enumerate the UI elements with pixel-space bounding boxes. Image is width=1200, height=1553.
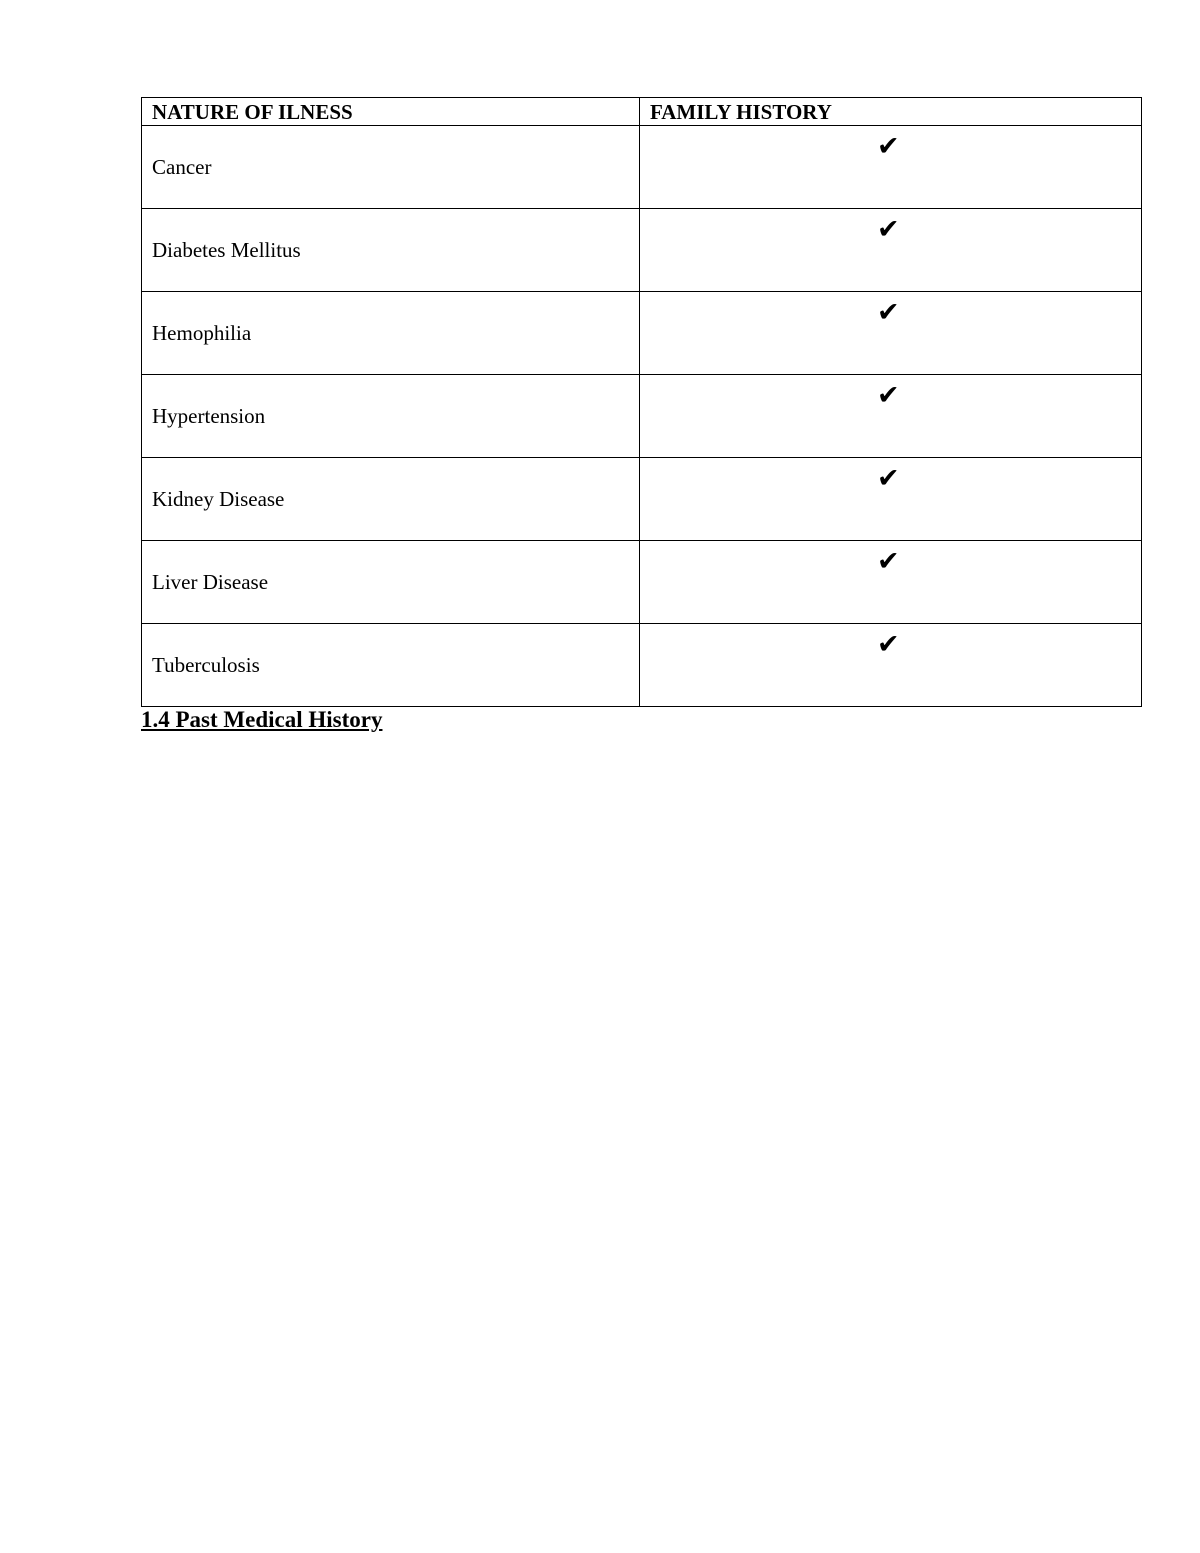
table-row (142, 458, 1142, 541)
check-mark-icon: ✔ (877, 131, 900, 162)
check-mark-icon: ✔ (877, 214, 900, 245)
illness-name: Hemophilia (142, 292, 640, 375)
illness-name: Hypertension (142, 375, 640, 458)
table-header-row (142, 98, 1142, 126)
table-row (142, 126, 1142, 209)
table-row (142, 541, 1142, 624)
family-history-cell (640, 126, 1142, 209)
illness-name: Liver Disease (142, 541, 640, 624)
check-mark-icon: ✔ (877, 629, 900, 660)
family-history-cell (640, 375, 1142, 458)
family-history-cell (640, 292, 1142, 375)
illness-name: Cancer (142, 126, 640, 209)
illness-name: Diabetes Mellitus (142, 209, 640, 292)
family-history-table (141, 97, 1142, 707)
check-mark-icon: ✔ (877, 297, 900, 328)
header-nature-of-illness: NATURE OF ILNESS (142, 98, 640, 126)
family-history-cell (640, 541, 1142, 624)
table-row (142, 375, 1142, 458)
table-row (142, 292, 1142, 375)
section-heading-past-medical-history: 1.4 Past Medical History (141, 707, 383, 732)
header-family-history: FAMILY HISTORY (640, 98, 1142, 126)
illness-name: Kidney Disease (142, 458, 640, 541)
illness-name: Tuberculosis (142, 624, 640, 707)
table-row (142, 624, 1142, 707)
check-mark-icon: ✔ (877, 546, 900, 577)
table-row (142, 209, 1142, 292)
check-mark-icon: ✔ (877, 380, 900, 411)
check-mark-icon: ✔ (877, 463, 900, 494)
family-history-cell (640, 458, 1142, 541)
family-history-cell (640, 624, 1142, 707)
family-history-cell (640, 209, 1142, 292)
